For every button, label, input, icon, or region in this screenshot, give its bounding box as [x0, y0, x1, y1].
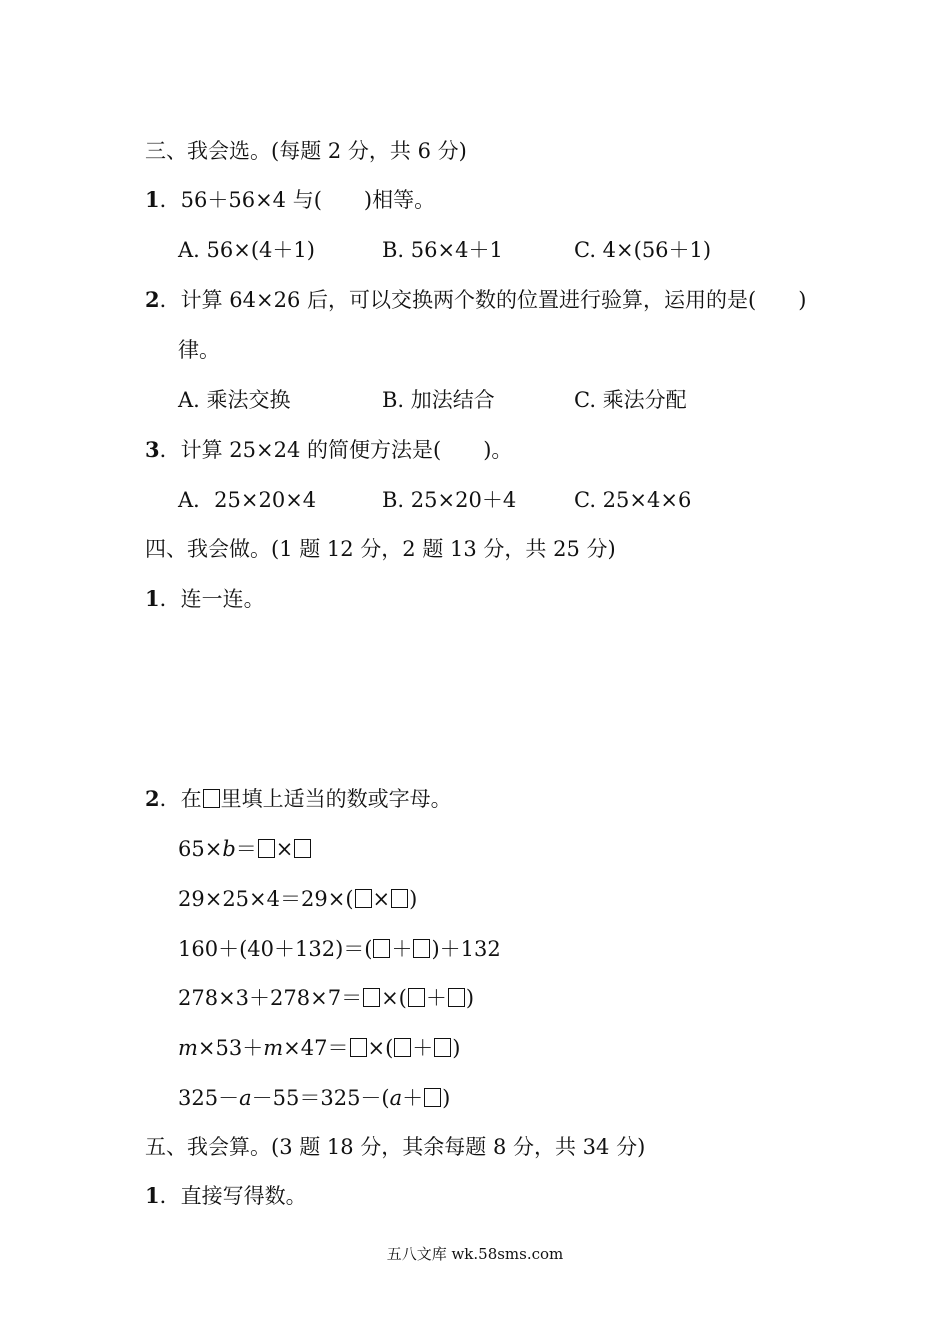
blank-box[interactable] — [258, 839, 275, 858]
section-3-heading: 三、我会选。(每题 2 分，共 6 分) — [145, 139, 467, 163]
blank-box[interactable] — [424, 1088, 441, 1107]
question-number: 3 — [145, 437, 160, 462]
equation-1: 65×b＝ × — [178, 835, 312, 863]
option-a: A. 乘法交换 — [178, 388, 291, 412]
blank-box[interactable] — [294, 839, 311, 858]
question-3-1 — [145, 186, 435, 214]
equation-6: 325－a－55＝325－(a＋ ) — [178, 1086, 451, 1110]
option-c: C. 乘法分配 — [574, 388, 687, 412]
blank-box[interactable] — [394, 1038, 411, 1057]
equation-4: 278×3＋278×7＝ ×( ＋ ) — [178, 986, 475, 1010]
option-b: B. 25×20＋4 — [382, 488, 517, 512]
blank-box[interactable] — [355, 889, 372, 908]
option-a: A. 56×(4＋1) — [178, 238, 315, 262]
option-b: B. 56×4＋1 — [382, 238, 503, 262]
blank-box — [203, 789, 220, 808]
blank-box[interactable] — [350, 1038, 367, 1057]
question-number: 1 — [145, 1183, 160, 1208]
equation-5: m×53＋m×47＝ ×( ＋ ) — [178, 1036, 461, 1060]
section-5-heading: 五、我会算。(3 题 18 分，其余每题 8 分，共 34 分) — [145, 1135, 646, 1159]
question-4-2 — [145, 785, 452, 813]
question-text: ．计算 64×26 后，可以交换两个数的位置进行验算，运用的是( ) — [159, 288, 807, 312]
blank-box[interactable] — [408, 988, 425, 1007]
option-c: C. 25×4×6 — [574, 488, 692, 512]
question-4-1 — [145, 585, 265, 613]
question-number: 2 — [145, 287, 160, 312]
question-text-continued: 律。 — [178, 338, 220, 362]
section-4-heading: 四、我会做。(1 题 12 分，2 题 13 分，共 25 分) — [145, 537, 616, 561]
blank-box[interactable] — [413, 939, 430, 958]
blank-box[interactable] — [448, 988, 465, 1007]
question-text: ．56＋56×4 与( )相等。 — [159, 188, 436, 212]
question-number: 1 — [145, 586, 160, 611]
option-c: C. 4×(56＋1) — [574, 238, 712, 262]
blank-box[interactable] — [391, 889, 408, 908]
equation-2: 29×25×4＝29×( × ) — [178, 887, 418, 911]
question-5-1 — [145, 1182, 307, 1210]
option-b: B. 加法结合 — [382, 388, 495, 412]
option-a: A．25×20×4 — [178, 488, 317, 512]
question-text: ．在 — [159, 787, 202, 811]
blank-box[interactable] — [373, 939, 390, 958]
question-number: 1 — [145, 187, 160, 212]
page-footer: 五八文库 wk.58sms.com — [386, 1245, 564, 1263]
blank-box[interactable] — [434, 1038, 451, 1057]
question-3-2 — [145, 286, 806, 314]
question-number: 2 — [145, 786, 160, 811]
question-text: 里填上适当的数或字母。 — [220, 787, 452, 811]
question-text: ．计算 25×24 的简便方法是( )。 — [159, 438, 513, 462]
question-text: ．直接写得数。 — [159, 1184, 307, 1208]
equation-3: 160＋(40＋132)＝( ＋ )＋132 — [178, 937, 501, 961]
question-3-3 — [145, 436, 512, 464]
blank-box[interactable] — [363, 988, 380, 1007]
question-text: ．连一连。 — [159, 587, 265, 611]
